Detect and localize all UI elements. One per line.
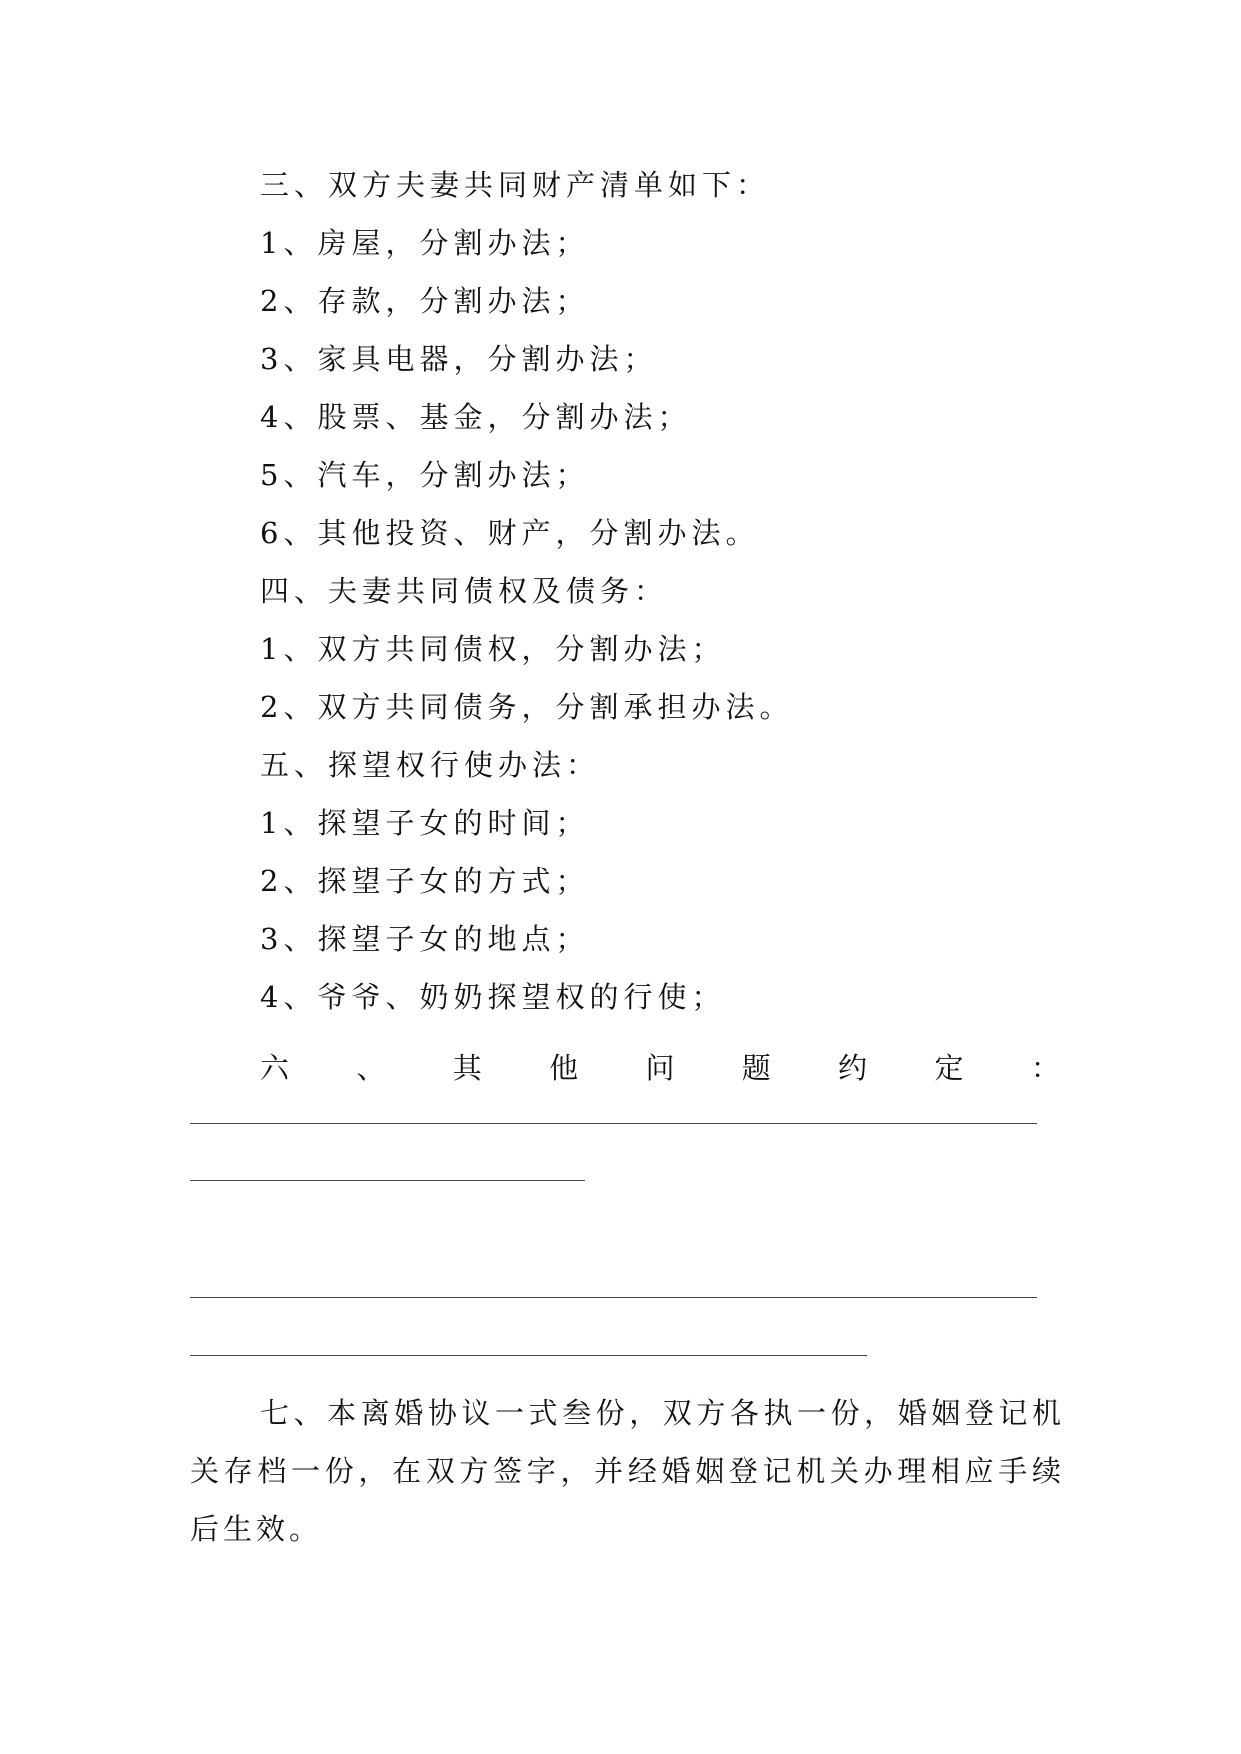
debt-item-debts: 2、双方共同债务，分割承担办法。 bbox=[260, 690, 794, 724]
property-item-deposit: 2、存款，分割办法； bbox=[260, 284, 590, 318]
heading-char: 约 bbox=[838, 1051, 868, 1085]
heading-char: 其 bbox=[452, 1051, 482, 1085]
visit-item-time: 1、探望子女的时间； bbox=[260, 806, 590, 840]
debt-item-claims: 1、双方共同债权，分割办法； bbox=[260, 632, 726, 666]
property-item-house: 1、房屋，分割办法； bbox=[260, 226, 590, 260]
visit-item-place: 3、探望子女的地点； bbox=[260, 922, 590, 956]
property-item-other: 6、其他投资、财产，分割办法。 bbox=[260, 516, 760, 550]
section-six-heading bbox=[260, 1048, 1060, 1088]
blank-line-3 bbox=[190, 1297, 1037, 1298]
visit-item-grandparents: 4、爷爷、奶奶探望权的行使； bbox=[260, 980, 726, 1014]
heading-char: ： bbox=[1030, 1051, 1060, 1085]
heading-char: 题 bbox=[741, 1051, 771, 1085]
section-five-heading: 五、探望权行使办法： bbox=[260, 748, 601, 782]
property-item-car: 5、汽车，分割办法； bbox=[260, 458, 590, 492]
heading-char: 六 bbox=[260, 1051, 290, 1085]
heading-char: 、 bbox=[356, 1051, 386, 1085]
blank-line-1 bbox=[190, 1123, 1037, 1124]
visit-item-method: 2、探望子女的方式； bbox=[260, 864, 590, 898]
blank-line-4 bbox=[190, 1355, 867, 1356]
heading-char: 问 bbox=[645, 1051, 675, 1085]
blank-line-2 bbox=[190, 1180, 585, 1181]
property-item-furniture: 3、家具电器，分割办法； bbox=[260, 342, 658, 376]
property-item-stocks: 4、股票、基金，分割办法； bbox=[260, 400, 692, 434]
closing-paragraph: 七、本离婚协议一式叁份，双方各执一份，婚姻登记机关存档一份，在双方签字，并经婚姻登记机关办理相应手续后生效。 bbox=[190, 1396, 1065, 1546]
section-four-heading: 四、夫妻共同债权及债务： bbox=[260, 574, 669, 608]
section-three-heading: 三、双方夫妻共同财产清单如下： bbox=[260, 168, 771, 202]
heading-char: 定 bbox=[934, 1051, 964, 1085]
heading-char: 他 bbox=[549, 1051, 579, 1085]
